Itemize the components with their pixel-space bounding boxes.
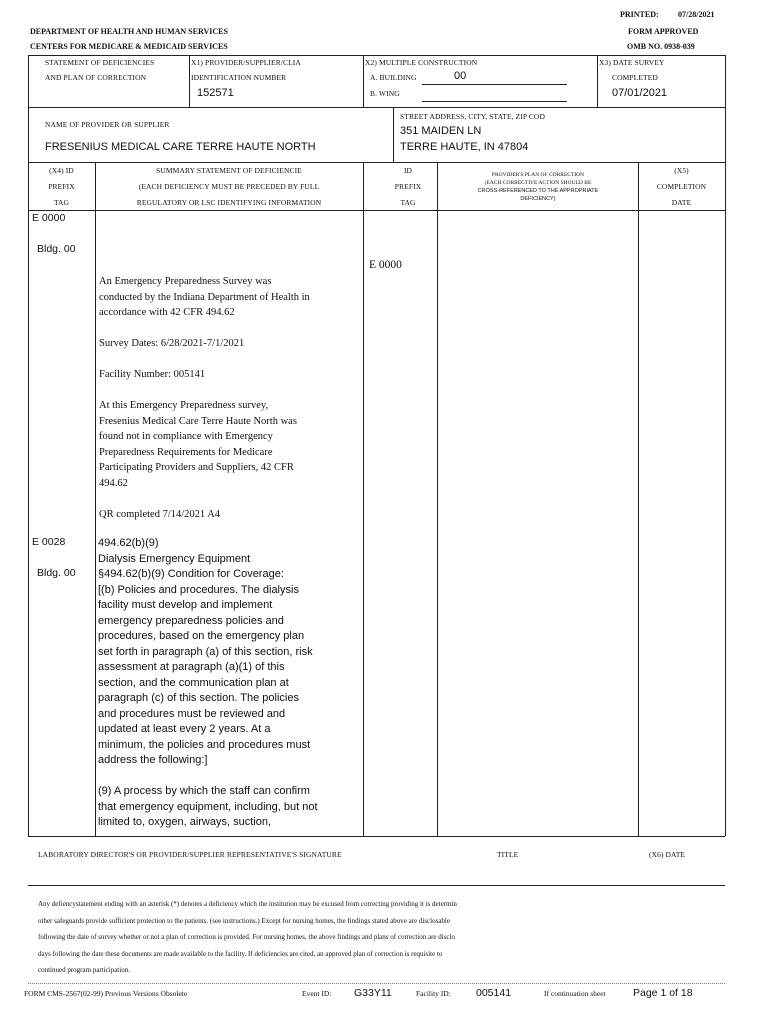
summary-header-l2: (EACH DEFICIENCY MUST BE PRECEDED BY FULL — [138, 182, 320, 191]
centers-name: CENTERS FOR MEDICARE & MEDICAID SERVICES — [30, 42, 228, 51]
address-label: STREET ADDRESS, CITY, STATE, ZIP COD — [400, 112, 545, 121]
printed-date: 07/28/2021 — [678, 10, 715, 19]
survey-dates: Survey Dates: 6/28/2021-7/1/2021 — [99, 338, 245, 349]
building-value: 00 — [454, 70, 467, 82]
date-survey-value: 07/01/2021 — [612, 87, 668, 99]
statement-label: STATEMENT OF DEFICIENCIES — [45, 58, 155, 67]
x5-header-l1: (X5) — [674, 166, 689, 175]
facility-id-value: 005141 — [476, 987, 512, 999]
form-approved: FORM APPROVED — [628, 27, 699, 36]
printed-label: PRINTED: — [620, 10, 659, 19]
x4-header-l3: TAG — [53, 198, 70, 207]
plan-label: AND PLAN OF CORRECTION — [45, 73, 147, 82]
disclaimer-line4: days following the date these documents are made available to the facility. If deficiencies are cited, an approved plan of correction is requisite to — [38, 949, 443, 958]
qr-completed: QR completed 7/14/2021 A4 — [99, 508, 221, 520]
e0028-regulation-text: 494.62(b)(9) Dialysis Emergency Equipment §494.62(b)(9) Condition for Coverage: [(b) Policies and procedures. The dialysis facility must develop and implement emergency preparedness policies and procedures, based on the emergency plan set forth in paragraph (a) of this section, risk assessment at paragraph (a)(1) of this section, and the communication plan at paragraph (c) of this section. The policies and procedures must be reviewed and updated at least every 2 years. At a minimum, the policies and procedures must address the following:] — [98, 537, 313, 766]
e0028-summary — [98, 536, 362, 831]
id-header-l3: TAG — [400, 198, 416, 207]
disclaimer — [38, 896, 728, 979]
id-header-l1: ID — [403, 166, 413, 175]
disclaimer-line2: other safeguards provide sufficient protection to the patients. (see instructions.) Except for nursing homes, the findings stated above are disclosable — [38, 916, 450, 925]
bldg-e0028: Bldg. 00 — [37, 567, 76, 579]
e0028-process-text: (9) A process by which the staff can confirm that emergency equipment, including, but not limited to, oxygen, airways, suction, — [98, 785, 318, 828]
building-label: A. BUILDING — [370, 73, 417, 82]
omb-number: OMB NO. 0938-039 — [627, 42, 695, 51]
wing-label: B. WING — [370, 89, 400, 98]
dept-name: DEPARTMENT OF HEALTH AND HUMAN SERVICES — [30, 27, 228, 36]
provider-id-value: 152571 — [197, 87, 234, 99]
plan-header-l2: (EACH CORRECTIVE ACTION SHOULD BE — [484, 180, 592, 186]
plan-header-l1: PROVIDER'S PLAN OF CORRECTION — [491, 172, 585, 178]
bldg-e0000: Bldg. 00 — [37, 243, 76, 255]
facility-id-label: Facility ID: — [416, 989, 451, 998]
summary-paragraph: An Emergency Preparedness Survey was conducted by the Indiana Department of Health in accordance with 42 CFR 494.62 — [99, 276, 310, 318]
id-header-l2: PREFIX — [394, 182, 422, 191]
plan-header-l4: DEFICIENCY) — [520, 196, 556, 202]
summary-header-l3: REGULATORY OR LSC IDENTIFYING INFORMATION — [136, 198, 322, 207]
facility-number: Facility Number: 005141 — [99, 369, 206, 380]
x5-header-l2: COMPLETION — [656, 182, 707, 191]
multiple-construction-label: X2) MULTIPLE CONSTRUCTION — [365, 58, 478, 67]
plan-header-l3: CROSS-REFERENCED TO THE APPROPRIATE — [477, 188, 599, 194]
disclaimer-line1: Any defiencystatement ending with an asterisk (*) denotes a deficiency which the institution may be excused from correcting providing it is determin — [38, 900, 457, 908]
provider-id-label: X1) PROVIDER/SUPPLIER/CLIA — [191, 58, 301, 67]
continuation-label: If continuation sheet — [544, 989, 606, 998]
signature-label: LABORATORY DIRECTOR'S OR PROVIDER/SUPPLIER REPRESENTATIVE'S SIGNATURE — [38, 850, 342, 859]
compliance-paragraph: At this Emergency Preparedness survey, Fresenius Medical Care Terre Haute North was found not in compliance with Emergency Preparedness Requirements for Medicare Participating Providers and Suppliers, 42 CFR 494.62 — [99, 400, 297, 489]
x5-header-l3: DATE — [671, 198, 692, 207]
event-id-label: Event ID: — [302, 989, 332, 998]
disclaimer-line5: continued program participation. — [38, 966, 130, 974]
page-number: Page 1 of 18 — [633, 987, 693, 999]
event-id-value: G33Y11 — [354, 987, 392, 999]
identification-number-label: IDENTIFICATION NUMBER — [191, 73, 287, 82]
tag-e0000: E 0000 — [32, 212, 66, 224]
date-label: (X6) DATE — [649, 850, 686, 859]
form-number: FORM CMS-2567(02-99) Previous Versions Obsolete — [24, 989, 188, 998]
x4-header-l1: (X4) ID — [49, 166, 74, 175]
provider-name-value: FRESENIUS MEDICAL CARE TERRE HAUTE NORTH — [45, 141, 316, 153]
summary-header-l1: SUMMARY STATEMENT OF DEFICIENCIE — [156, 166, 302, 175]
completed-label: COMPLETED — [612, 73, 658, 82]
address-line1: 351 MAIDEN LN — [400, 125, 482, 137]
id-tag-e0000: E 0000 — [369, 259, 402, 271]
tag-e0028: E 0028 — [32, 536, 66, 548]
address-line2: TERRE HAUTE, IN 47804 — [400, 141, 529, 153]
date-survey-label: X3) DATE SURVEY — [599, 58, 665, 67]
x4-header-l2: PREFIX — [48, 182, 75, 191]
e0000-summary — [99, 274, 361, 538]
disclaimer-line3: following the date of survey whether or not a plan of correction is provided. For nursing homes, the above findings and plans of correction are disclo — [38, 933, 455, 941]
title-label: TITLE — [497, 850, 519, 859]
provider-name-label: NAME OF PROVIDER OR SUPPLIER — [45, 120, 170, 129]
